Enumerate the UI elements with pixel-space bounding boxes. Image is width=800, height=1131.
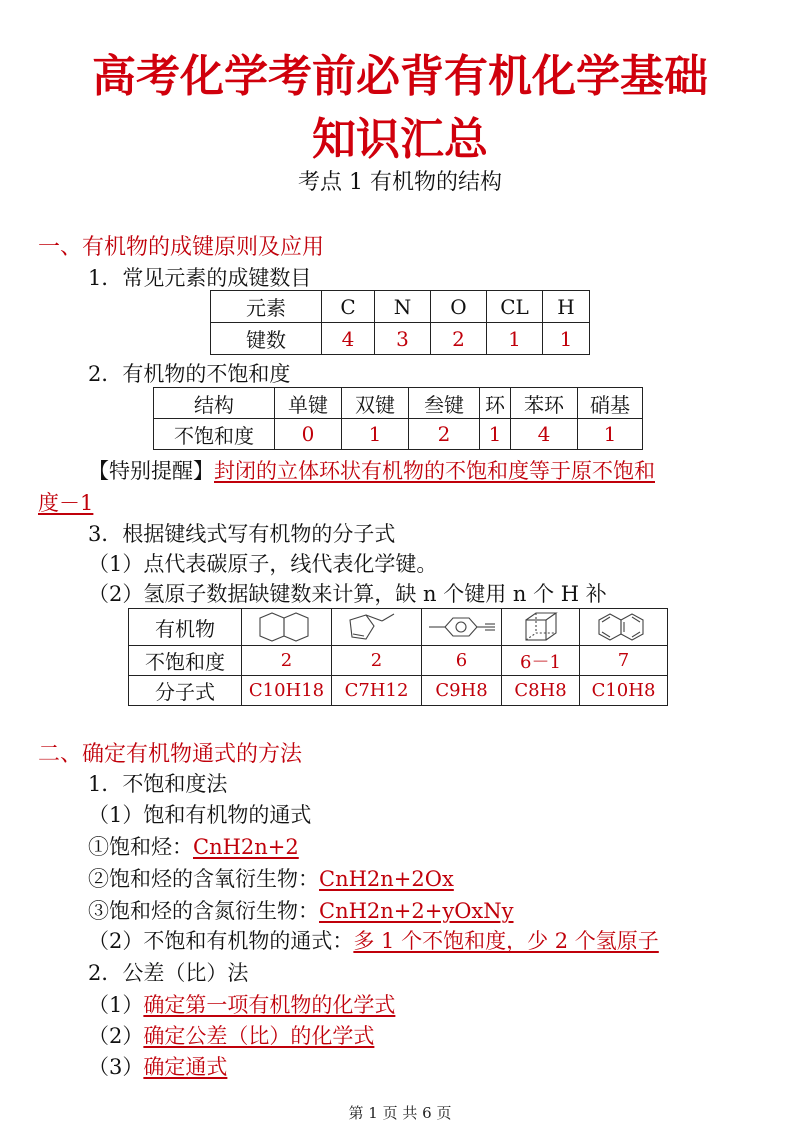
formula-label: ①饱和烃： <box>88 835 193 859</box>
step-1 <box>88 989 395 1019</box>
table-cell: 环 <box>480 388 511 419</box>
step-label: （1） <box>88 993 144 1017</box>
special-note-continued: 度－1 <box>38 491 94 515</box>
table-cell: C7H12 <box>332 676 422 706</box>
step-value: 确定第一项有机物的化学式 <box>143 993 396 1017</box>
table-cell: C8H8 <box>502 676 580 706</box>
table-row-label: 元素 <box>211 291 322 323</box>
table-cell: CL <box>487 291 543 323</box>
special-note-text: 封闭的立体环状有机物的不饱和度等于原不饱和 <box>214 459 655 483</box>
formula-value: CnH2n+2 <box>193 835 299 859</box>
table-cell: H <box>543 291 590 323</box>
step-label: （3） <box>88 1055 144 1079</box>
page-footer: 第 1 页 共 6 页 <box>348 1104 452 1122</box>
table-cell: C10H8 <box>580 676 668 706</box>
table-cell: O <box>431 291 487 323</box>
table-cell: C9H8 <box>422 676 502 706</box>
table-cell: 6 <box>422 646 502 676</box>
table-cell: 叁键 <box>409 388 480 419</box>
table-row-label: 键数 <box>211 323 322 355</box>
table-cell: 2 <box>242 646 332 676</box>
special-note <box>88 455 655 485</box>
table-row-label: 有机物 <box>129 609 242 646</box>
special-note-label: 【特别提醒】 <box>88 459 214 483</box>
cubane-structure-icon <box>502 609 580 646</box>
formula-line-2 <box>88 863 454 893</box>
section2-item2: 2．公差（比）法 <box>88 961 249 985</box>
table-cell: 7 <box>580 646 668 676</box>
step-2 <box>88 1020 374 1050</box>
section1-item3-2: （2）氢原子数据缺键数来计算，缺 n 个键用 n 个 H 补 <box>88 582 607 606</box>
formula-line-1 <box>88 831 299 861</box>
table-cell: C <box>322 291 375 323</box>
section2-heading: 二、确定有机物通式的方法 <box>38 742 303 767</box>
step-value: 确定通式 <box>143 1055 228 1079</box>
table-cell: 苯环 <box>511 388 578 419</box>
document-title: 高考化学考前必背有机化学基础 <box>92 51 708 102</box>
ethynyl-methylbenzene-structure-icon <box>422 609 502 646</box>
molecular-formula-table <box>128 608 668 706</box>
decalin-structure-icon <box>242 609 332 646</box>
item-label: （2）不饱和有机物的通式： <box>88 929 354 953</box>
step-label: （2） <box>88 1024 144 1048</box>
section1-item2: 2．有机物的不饱和度 <box>88 362 291 386</box>
formula-label: ③饱和烃的含氮衍生物： <box>88 899 319 923</box>
table-cell: 4 <box>511 419 578 450</box>
table-cell: 2 <box>332 646 422 676</box>
section2-item1-1: （1）饱和有机物的通式 <box>88 803 312 827</box>
section2-item1: 1．不饱和度法 <box>88 772 228 796</box>
section1-item3: 3．根据键线式写有机物的分子式 <box>88 522 396 546</box>
table-cell: 3 <box>375 323 431 355</box>
table-cell: 2 <box>431 323 487 355</box>
table-row-label: 不饱和度 <box>129 646 242 676</box>
section1-item3-1: （1）点代表碳原子，线代表化学键。 <box>88 552 438 576</box>
table-cell: 1 <box>342 419 409 450</box>
table-row-label: 分子式 <box>129 676 242 706</box>
formula-label: ②饱和烃的含氧衍生物： <box>88 867 319 891</box>
formula-value: CnH2n+2+yOxNy <box>319 899 514 923</box>
table-cell: 6－1 <box>502 646 580 676</box>
section1-heading: 一、有机物的成键原则及应用 <box>38 235 325 260</box>
table-cell: 1 <box>487 323 543 355</box>
step-value: 确定公差（比）的化学式 <box>143 1024 375 1048</box>
table-cell: N <box>375 291 431 323</box>
ethylcyclopentene-structure-icon <box>332 609 422 646</box>
table-row-label: 不饱和度 <box>154 419 275 450</box>
table-cell: 单键 <box>275 388 342 419</box>
subtitle: 考点 1 有机物的结构 <box>298 170 502 195</box>
table-cell: 1 <box>543 323 590 355</box>
naphthalene-structure-icon <box>580 609 668 646</box>
table-cell: 1 <box>480 419 511 450</box>
item-value: 多 1 个不饱和度，少 2 个氢原子 <box>353 929 659 953</box>
formula-line-3 <box>88 895 514 925</box>
document-title-line2: 知识汇总 <box>312 114 488 165</box>
table-cell: 1 <box>578 419 643 450</box>
bond-count-table <box>210 290 590 355</box>
formula-value: CnH2n+2Ox <box>319 867 454 891</box>
section1-item1: 1．常见元素的成键数目 <box>88 266 312 290</box>
table-cell: 硝基 <box>578 388 643 419</box>
table-cell: 4 <box>322 323 375 355</box>
table-cell: 2 <box>409 419 480 450</box>
step-3 <box>88 1051 227 1081</box>
table-cell: 双键 <box>342 388 409 419</box>
table-cell: C10H18 <box>242 676 332 706</box>
table-cell: 0 <box>275 419 342 450</box>
unsaturation-table <box>153 387 643 450</box>
section2-item1-2 <box>88 925 659 955</box>
table-row-label: 结构 <box>154 388 275 419</box>
